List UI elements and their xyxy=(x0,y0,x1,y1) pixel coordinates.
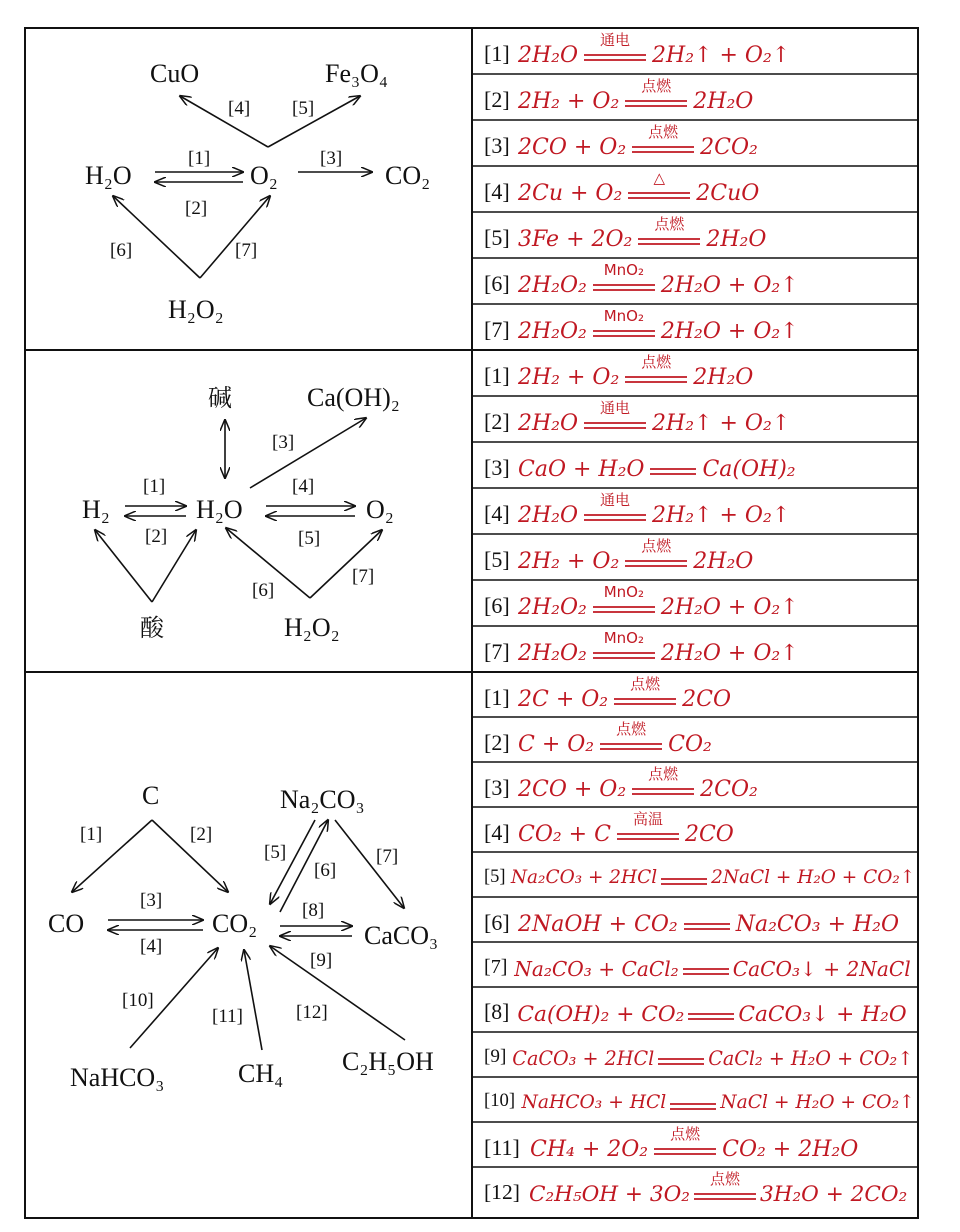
equation-reactants: 2CO + O₂ xyxy=(518,776,627,802)
equation-row xyxy=(474,74,918,120)
equation-number: [4] xyxy=(484,179,510,204)
equals-sign xyxy=(654,1147,716,1157)
equation-reactants: Na₂CO₃ + 2HCl xyxy=(510,866,658,888)
arrow-7 xyxy=(200,196,270,278)
equation-row xyxy=(474,28,918,74)
equals-sign xyxy=(593,605,655,615)
node-base: 碱 xyxy=(208,384,232,412)
node-h2: H₂ xyxy=(82,495,110,524)
equation-row xyxy=(474,580,918,626)
edge-label-7: [7] xyxy=(376,846,399,867)
node-h2o2: H₂O₂ xyxy=(284,613,340,642)
equation-products: CO₂ xyxy=(668,731,712,757)
equation-number: [4] xyxy=(484,819,510,845)
diagram-oxygen-water xyxy=(85,59,430,324)
equation-number: [6] xyxy=(484,909,510,935)
equation-condition: 通电 xyxy=(600,491,631,509)
equation-number: [1] xyxy=(484,41,510,66)
equation-number: [3] xyxy=(484,774,510,800)
equation-products: 2H₂↑ + O₂↑ xyxy=(652,411,791,436)
equation-row xyxy=(474,212,918,258)
equation-number: [9] xyxy=(484,1045,507,1067)
edge-label-1: [1] xyxy=(188,148,211,169)
edge-label-6: [6] xyxy=(252,580,275,601)
edge-label-11: [11] xyxy=(212,1006,243,1027)
equation-row xyxy=(474,1167,918,1212)
edge-label-1: [1] xyxy=(80,824,103,845)
equation-products: 2H₂O xyxy=(693,365,754,390)
edge-label-4: [4] xyxy=(140,936,163,957)
equation-number: [3] xyxy=(484,455,510,480)
equation-number: [12] xyxy=(484,1179,520,1204)
node-cuo: CuO xyxy=(150,59,200,88)
edge-label-3: [3] xyxy=(272,432,295,453)
equals-sign xyxy=(628,191,690,201)
equation-number: [8] xyxy=(484,999,510,1024)
equation-products: 2H₂O xyxy=(693,549,754,574)
equation-row xyxy=(474,852,918,897)
equation-number: [2] xyxy=(484,729,510,755)
equation-reactants: 2H₂O₂ xyxy=(518,273,587,298)
node-c2h5oh: C₂H₅OH xyxy=(342,1047,434,1076)
equals-sign xyxy=(625,375,687,385)
node-co2: CO₂ xyxy=(212,909,258,938)
equation-products: 2H₂O + O₂↑ xyxy=(660,319,799,344)
equation-row xyxy=(474,626,918,672)
equation-number: [3] xyxy=(484,133,510,158)
equation-products: 2H₂O + O₂↑ xyxy=(660,641,799,666)
equation-condition: 点燃 xyxy=(630,674,661,693)
equals-sign xyxy=(584,53,646,63)
equation-row xyxy=(474,1122,918,1167)
equation-condition: 高温 xyxy=(632,809,663,828)
edge-label-10: [10] xyxy=(122,990,154,1011)
equation-row xyxy=(474,1032,918,1077)
equals-sign xyxy=(584,513,646,523)
equation-products: 2H₂↑ + O₂↑ xyxy=(652,503,791,528)
edge-label-3: [3] xyxy=(320,148,343,169)
edge-label-6: [6] xyxy=(110,240,133,261)
equation-reactants: CH₄ + 2O₂ xyxy=(530,1136,649,1162)
edge-label-2: [2] xyxy=(190,824,213,845)
equation-products: 2H₂O xyxy=(693,89,754,114)
equals-sign xyxy=(694,1192,756,1202)
equation-number: [6] xyxy=(484,593,510,618)
node-o2: O₂ xyxy=(366,495,394,524)
edge-label-7: [7] xyxy=(235,240,258,261)
equation-reactants: 2H₂O xyxy=(518,411,579,436)
equation-reactants: 2H₂ + O₂ xyxy=(518,89,620,114)
arrow-12 xyxy=(270,946,405,1040)
equation-reactants: CaCO₃ + 2HCl xyxy=(512,1046,655,1070)
equation-number: [11] xyxy=(484,1134,520,1160)
equation-reactants: 2H₂O₂ xyxy=(518,319,587,344)
equation-condition: △ xyxy=(653,169,666,187)
equation-condition: 点燃 xyxy=(709,1169,740,1188)
equals-sign xyxy=(625,559,687,569)
equation-products: 3H₂O + 2CO₂ xyxy=(759,1181,908,1207)
equation-products: 2H₂O + O₂↑ xyxy=(660,273,799,298)
equation-reactants: C + O₂ xyxy=(518,731,595,757)
equation-products: 2CO₂ xyxy=(700,776,758,802)
equation-products: 2H₂O + O₂↑ xyxy=(660,595,799,620)
node-caoh2: Ca(OH)₂ xyxy=(307,383,400,412)
equation-products: Na₂CO₃ + H₂O xyxy=(735,911,900,937)
node-fe3o4: Fe₃O₄ xyxy=(325,59,388,88)
equals-sign xyxy=(593,651,655,661)
equals-sign xyxy=(593,283,655,293)
equation-reactants: 3Fe + 2O₂ xyxy=(518,227,633,252)
equation-reactants: 2H₂O₂ xyxy=(518,595,587,620)
equation-reactants: CO₂ + C xyxy=(518,821,611,847)
edge-label-5: [5] xyxy=(292,98,315,119)
node-co2: CO₂ xyxy=(385,161,431,190)
equation-products: 2CO xyxy=(682,686,731,712)
equals-sign xyxy=(614,697,676,707)
equals-sign xyxy=(650,467,696,477)
equation-reactants: NaHCO₃ + HCl xyxy=(521,1091,667,1113)
equation-row xyxy=(474,304,918,350)
equation-products: NaCl + H₂O + CO₂↑ xyxy=(720,1091,915,1113)
equation-number: [10] xyxy=(484,1089,516,1111)
equation-products: 2CO xyxy=(684,821,734,847)
equals-sign xyxy=(670,1102,716,1112)
node-co: CO xyxy=(48,909,85,938)
node-c: C xyxy=(142,781,160,810)
equation-reactants: Na₂CO₃ + CaCl₂ xyxy=(514,956,679,981)
equation-products: Ca(OH)₂ xyxy=(702,457,796,482)
equation-row xyxy=(474,120,918,166)
equation-reactants: Ca(OH)₂ + CO₂ xyxy=(517,1001,685,1027)
node-ch4: CH₄ xyxy=(238,1059,284,1088)
arrow-4 xyxy=(180,96,268,147)
equation-number: [5] xyxy=(484,547,510,572)
node-h2o2: H₂O₂ xyxy=(168,295,224,324)
equation-reactants: 2H₂O xyxy=(518,43,579,68)
equation-products: CaCO₃↓ + 2NaCl xyxy=(732,956,911,981)
node-caco3: CaCO₃ xyxy=(364,921,439,950)
equals-sign xyxy=(658,1057,704,1067)
arrow-11 xyxy=(244,950,262,1050)
equation-condition: 点燃 xyxy=(670,1124,701,1143)
equation-condition: 通电 xyxy=(600,31,631,49)
equation-products: 2CO₂ xyxy=(700,135,758,160)
equation-reactants: 2Cu + O₂ xyxy=(518,181,623,206)
equals-sign xyxy=(632,787,694,797)
equation-row xyxy=(474,672,918,717)
equation-condition: 点燃 xyxy=(641,537,672,555)
equation-row xyxy=(474,1077,918,1122)
arrow-7 xyxy=(310,530,382,598)
equation-row xyxy=(474,897,918,942)
node-na2co3: Na₂CO₃ xyxy=(280,785,365,814)
equals-sign xyxy=(584,421,646,431)
equals-sign xyxy=(688,1012,734,1022)
equals-sign xyxy=(683,967,729,977)
diagram-carbon-dioxide-hub xyxy=(48,781,438,1092)
equation-reactants: 2H₂ + O₂ xyxy=(518,549,620,574)
node-o2: O₂ xyxy=(250,161,278,190)
equation-products: CaCl₂ + H₂O + CO₂↑ xyxy=(708,1046,914,1070)
equation-reactants: 2CO + O₂ xyxy=(518,135,627,160)
equation-condition: 通电 xyxy=(600,399,631,417)
equation-row xyxy=(474,258,918,304)
equals-sign xyxy=(600,742,662,752)
equation-number: [4] xyxy=(484,501,510,526)
equation-row xyxy=(474,442,918,488)
edge-label-8: [8] xyxy=(302,900,325,921)
equation-condition: 点燃 xyxy=(654,215,685,233)
edge-label-6: [6] xyxy=(314,860,337,881)
edge-label-4: [4] xyxy=(228,98,251,119)
equation-condition: MnO₂ xyxy=(603,261,644,279)
equation-condition: MnO₂ xyxy=(603,307,644,325)
equals-sign xyxy=(625,99,687,109)
equation-row xyxy=(474,488,918,534)
equation-number: [1] xyxy=(484,363,510,388)
equation-row xyxy=(474,762,918,807)
node-h2o: H₂O xyxy=(85,161,132,190)
equation-reactants: 2H₂O xyxy=(518,503,579,528)
equation-row xyxy=(474,987,918,1032)
arrow-acid-h2 xyxy=(95,530,152,602)
equation-condition: 点燃 xyxy=(648,764,679,783)
equation-condition: 点燃 xyxy=(616,719,647,738)
equation-products: 2NaCl + H₂O + CO₂↑ xyxy=(711,866,916,888)
equation-products: 2H₂O xyxy=(706,227,767,252)
edge-label-4: [4] xyxy=(292,476,315,497)
equals-sign xyxy=(617,832,679,842)
equals-sign xyxy=(661,877,707,887)
equation-number: [1] xyxy=(484,684,510,710)
equation-row xyxy=(474,396,918,442)
equation-condition: 点燃 xyxy=(648,123,679,141)
node-nahco3: NaHCO₃ xyxy=(70,1063,165,1092)
equation-reactants: C₂H₅OH + 3O₂ xyxy=(528,1181,690,1207)
equation-condition: 点燃 xyxy=(641,77,672,95)
equation-row xyxy=(474,807,918,852)
edge-label-2: [2] xyxy=(145,526,168,547)
equation-row xyxy=(474,717,918,762)
equals-sign xyxy=(632,145,694,155)
equation-condition: 点燃 xyxy=(641,353,672,371)
equation-products: 2CuO xyxy=(696,181,760,206)
equation-number: [7] xyxy=(484,955,508,978)
equation-number: [7] xyxy=(484,317,510,342)
equation-reactants: 2H₂ + O₂ xyxy=(518,365,620,390)
edge-label-12: [12] xyxy=(296,1002,328,1023)
node-acid: 酸 xyxy=(140,614,164,642)
equation-row xyxy=(474,942,918,987)
diagram-water-hub xyxy=(82,383,400,642)
equation-number: [7] xyxy=(484,639,510,664)
edge-label-7: [7] xyxy=(352,566,375,587)
node-h2o: H₂O xyxy=(196,495,243,524)
equation-products: CO₂ + 2H₂O xyxy=(722,1136,859,1162)
equation-reactants: 2H₂O₂ xyxy=(518,641,587,666)
edge-label-5: [5] xyxy=(264,842,287,863)
equals-sign xyxy=(593,329,655,339)
equation-number: [2] xyxy=(484,87,510,112)
equation-number: [5] xyxy=(484,225,510,250)
equation-products: 2H₂↑ + O₂↑ xyxy=(652,43,791,68)
equation-number: [6] xyxy=(484,271,510,296)
equation-reactants: 2C + O₂ xyxy=(518,686,609,712)
equation-number: [5] xyxy=(484,865,506,886)
edge-label-1: [1] xyxy=(143,476,166,497)
equation-reactants: CaO + H₂O xyxy=(518,457,645,482)
equation-reactants: 2NaOH + CO₂ xyxy=(518,911,678,937)
edge-label-9: [9] xyxy=(310,950,333,971)
equals-sign xyxy=(638,237,700,247)
equation-condition: MnO₂ xyxy=(603,583,644,601)
equation-number: [2] xyxy=(484,409,510,434)
equation-products: CaCO₃↓ + H₂O xyxy=(738,1001,907,1027)
equation-row xyxy=(474,534,918,580)
equation-condition: MnO₂ xyxy=(603,629,644,647)
edge-label-5: [5] xyxy=(298,528,321,549)
edge-label-3: [3] xyxy=(140,890,163,911)
edge-label-2: [2] xyxy=(185,198,208,219)
equation-row xyxy=(474,350,918,396)
equals-sign xyxy=(684,922,730,932)
equation-row xyxy=(474,166,918,212)
